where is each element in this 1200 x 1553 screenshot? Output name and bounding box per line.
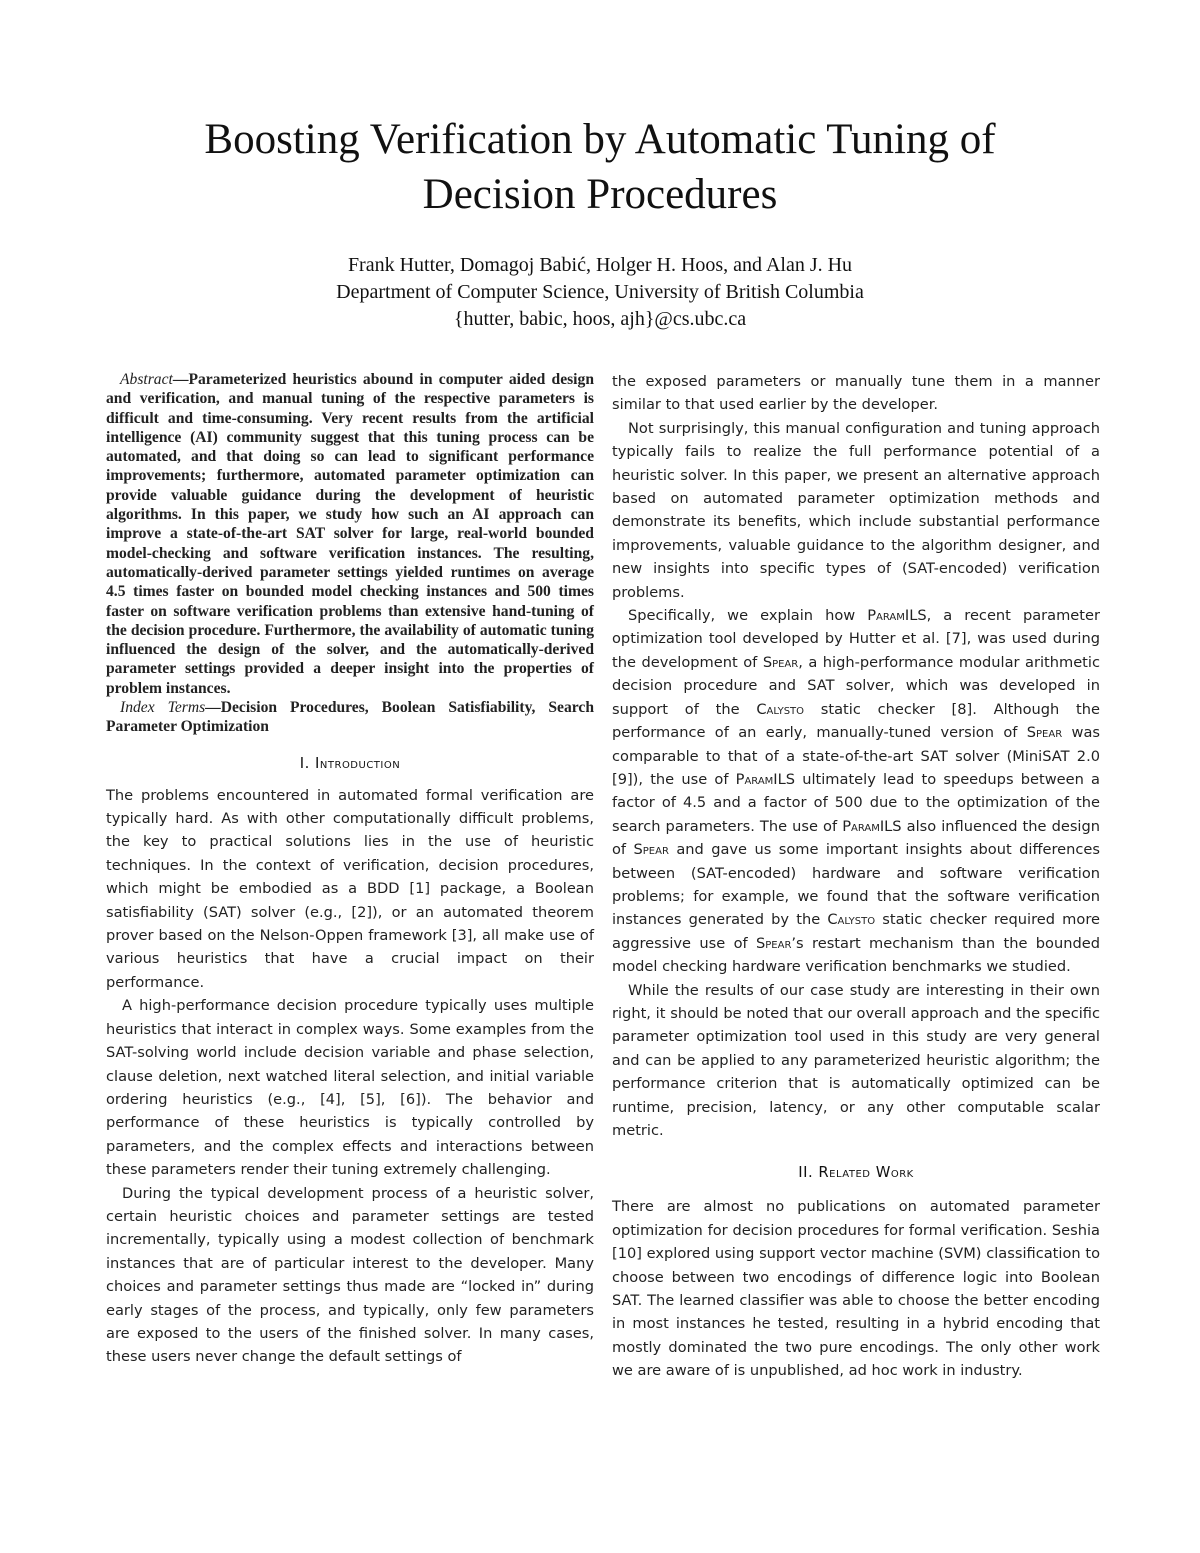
calysto-name: Calysto [827, 911, 876, 929]
author-names: Frank Hutter, Domagoj Babić, Holger H. Hoos, and Alan J. Hu [347, 254, 853, 276]
paramils-name: ParamILS [735, 770, 796, 788]
index-terms [106, 698, 594, 737]
author-email: {hutter, babic, hoos, ajh}@cs.ubc.ca [453, 308, 747, 330]
index-terms-text: —Decision Procedures, Boolean Satisfiability, Search Parameter Optimization [106, 699, 594, 736]
p5-part-h: and gave us some important insights about differences between (SAT-encoded) hardware and software verification problems; for example, we found that the software verification instances generated by the [612, 841, 1100, 929]
paramils-name: ParamILS [867, 607, 927, 625]
abstract-label: Abstract [120, 371, 173, 388]
p5-part-a: Specifically, we explain how [628, 607, 868, 625]
p5-part-f: ultimately lead to speedups between a factor of 4.5 and a factor of 500 due to the optimization of the search parameters. The use of [612, 770, 1100, 835]
index-terms-label: Index Terms [120, 699, 206, 717]
intro-paragraph-1: The problems encountered in automated formal verification are typically hard. As with other computationally difficult problems, the key to practical solutions lies in the use of heuristic techniques. In the context of verification, decision procedures, which might be embodied as a BDD [1] package, a Boolean satisfiability (SAT) solver (e.g., [2]), or an automated theorem prover based on the Nelson-Oppen framework [3], all make use of various heuristics that have a crucial impact on their performance. [106, 786, 594, 991]
p5-part-g: also influenced the design of [612, 817, 1100, 859]
p5-part-b: , a recent parameter optimization tool developed by Hutter et al. [7], was used during the development of [612, 607, 1100, 671]
intro-paragraph-6: While the results of our case study are interesting in their own right, it should be noted that our overall approach and the specific parameter optimization tool used in this study are very general and can be applied to any parameterized heuristic algorithm; the performance criterion that is automatically optimized can be runtime, precision, latency, or any other computable scalar metric. [612, 981, 1100, 1139]
intro-paragraph-2: A high-performance decision procedure typically uses multiple heuristics that interact in complex ways. Some examples from the SAT-solving world include decision variable and phase selection, clause deletion, next watched literal selection, and initial variable ordering heuristics (e.g., [4], [5], [6]). The behavior and performance of these heuristics is typically controlled by parameters, and the complex effects and interactions between these parameters render their tuning extremely challenging. [106, 997, 594, 1179]
section-heading-introduction: I. Introduction [299, 754, 401, 772]
title-line-1: Boosting Verification by Automatic Tuning of [204, 116, 996, 163]
abstract-text: —Parameterized heuristics abound in computer aided design and verification, and manual tuning of the respective parameters is difficult and time-consuming. Very recent results from the artificial intelligence (AI) community suggest that this tuning process can be automated, and that doing so can lead to significant performance improvements; furthermore, automated parameter optimization can provide valuable guidance during the development of heuristic algorithms. In this paper, we study how such an AI approach can improve a state-of-the-art SAT solver for large, real-world bounded model-checking and software verification instances. The resulting, automatically-derived parameter settings yielded runtimes on average 4.5 times faster on bounded model checking instances and 500 times faster on software verification problems than extensive hand-tuning of the decision procedure. Furthermore, the availability of automatic tuning influenced the design of the solver, and the automatically-derived parameter settings provided a deeper insight into the properties of problem instances. [106, 371, 594, 697]
author-affiliation: Department of Computer Science, University of British Columbia [336, 281, 864, 303]
abstract [106, 370, 594, 698]
author-block [100, 252, 1100, 333]
p5-part-c: , a high-performance modular arithmetic decision procedure and SAT solver, which was developed in support of the [612, 653, 1100, 718]
spear-name: Spear [633, 841, 669, 859]
paramils-name: ParamILS [842, 817, 902, 835]
section-heading-related-work: II. Related Work [798, 1164, 914, 1182]
intro-paragraph-4: Not surprisingly, this manual configuration and tuning approach typically fails to realize the full performance potential of a heuristic solver. In this paper, we present an alternative approach based on automated parameter optimization methods and demonstrate its benefits, which include substantial performance improvements, valuable guidance to the algorithm designer, and new insights into specific types of (SAT-encoded) verification problems. [612, 419, 1100, 601]
intro-paragraph-5 [612, 604, 1100, 979]
left-column [106, 370, 594, 1369]
paper-title [100, 112, 1100, 222]
spear-name: Spear [762, 653, 799, 671]
p5-part-i: static checker required more aggressive use of [612, 911, 1100, 952]
p5-part-j: ’s restart mechanism than the bounded model checking hardware verification benchmarks we studied. [612, 934, 1100, 976]
p5-part-e: was comparable to that of a state-of-the-art SAT solver (MiniSAT 2.0 [9]), the use of [612, 724, 1100, 788]
spear-name: Spear [756, 934, 792, 952]
related-work-paragraph-1: There are almost no publications on automated parameter optimization for decision procedures for formal verification. Seshia [10] explored using support vector machine (SVM) classification to choose between two encodings of difference logic into Boolean SAT. The learned classifier was able to choose the better encoding in most instances he tested, resulting in a hybrid encoding that mostly dominated the two pure encodings. The only other work we are aware of is unpublished, ad hoc work in industry. [612, 1198, 1100, 1380]
spear-name: Spear [1026, 724, 1063, 742]
calysto-name: Calysto [756, 700, 805, 718]
p5-part-d: static checker [8]. Although the performance of an early, manually-tuned version of [612, 700, 1100, 742]
title-line-2: Decision Procedures [422, 171, 778, 218]
right-column [612, 370, 1100, 1383]
intro-paragraph-3: During the typical development process of a heuristic solver, certain heuristic choices and parameter settings are tested incrementally, typically using a modest collection of benchmark instances that are of particular interest to the developer. Many choices and parameter settings thus made are “locked in” during early stages of the process, and typically, only few parameters are exposed to the users of the finished solver. In many cases, these users never change the default settings of [106, 1184, 594, 1366]
intro-paragraph-3-continued: the exposed parameters or manually tune them in a manner similar to that used earlier by the developer. [612, 373, 1100, 414]
